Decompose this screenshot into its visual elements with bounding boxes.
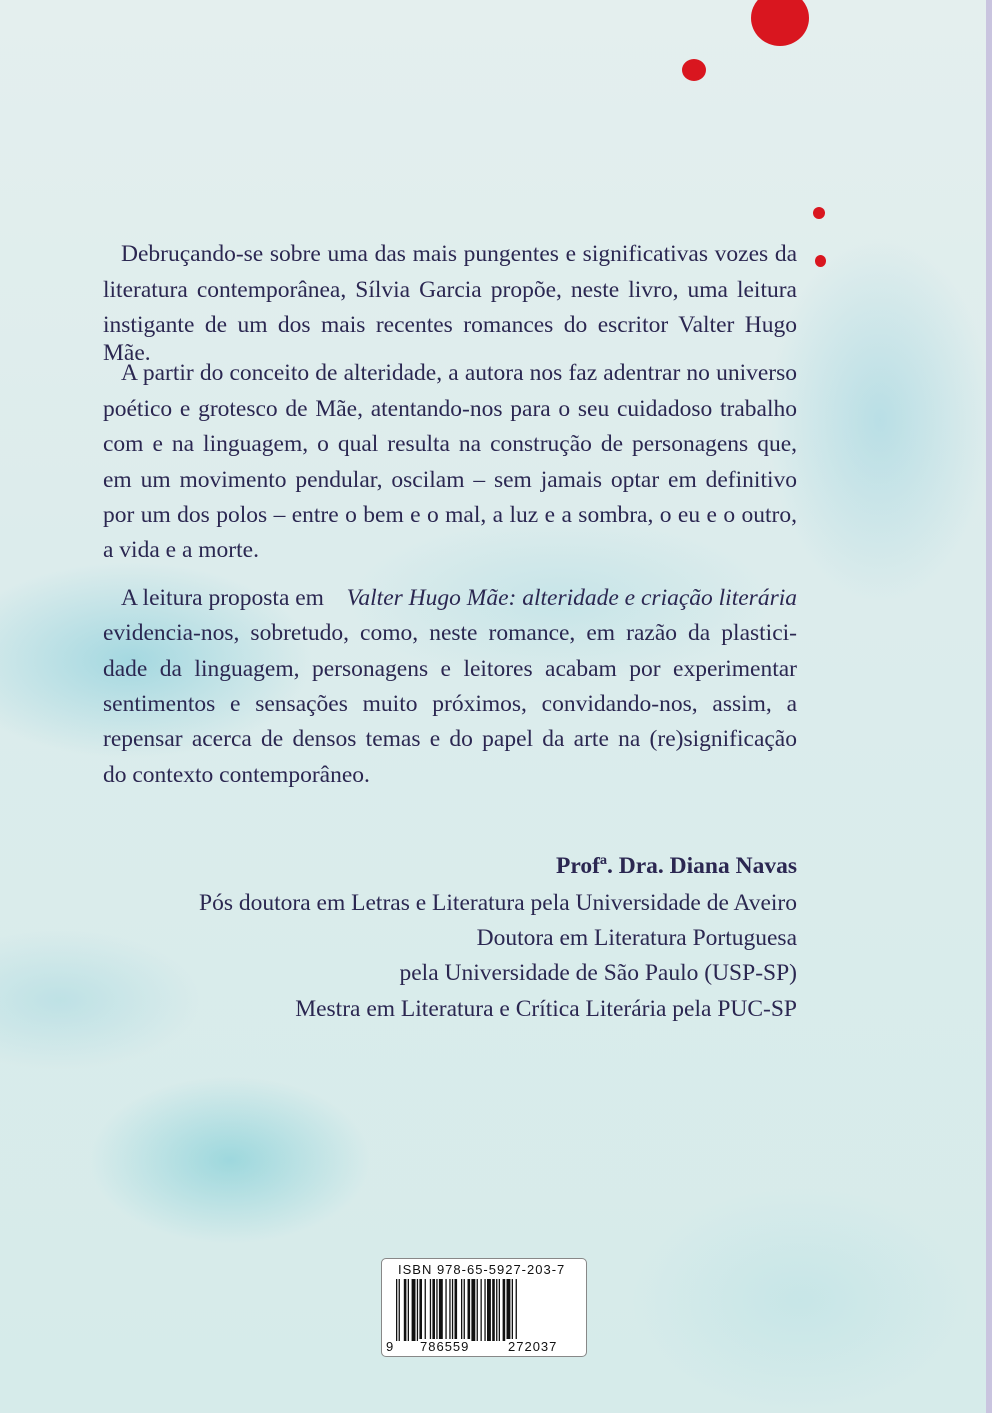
isbn-label: ISBN 978-65-5927-203-7 — [398, 1262, 566, 1277]
blurb-text: A leitura proposta em — [121, 585, 330, 611]
barcode-bar — [512, 1279, 513, 1341]
barcode-bar — [408, 1279, 409, 1341]
blurb-line: instigante de um dos mais recentes romances do escritor Valter Hugo Mãe. — [103, 312, 797, 366]
barcode-bar — [436, 1279, 437, 1341]
blurb-line: Debruçando-se sobre uma das mais pungentes e significativas vozes da — [121, 241, 797, 267]
red-drop — [813, 207, 825, 219]
blurb-line: em um movimento pendular, oscilam – sem jamais optar em definitivo — [103, 467, 797, 493]
barcode-digits-right: 272037 — [508, 1339, 558, 1354]
barcode-bar — [503, 1279, 506, 1341]
barcode-bar — [496, 1279, 497, 1341]
barcode-bar — [507, 1279, 511, 1341]
isbn-barcode — [381, 1258, 587, 1357]
barcode-bar — [499, 1279, 500, 1341]
barcode-bar — [492, 1279, 495, 1341]
blurb-line: evidencia-nos, sobretudo, como, neste romance, em razão da plastici- — [103, 620, 797, 646]
red-drop — [815, 255, 826, 267]
spine-edge — [986, 0, 992, 1413]
credential-line: Mestra em Literatura e Crítica Literária pela PUC-SP — [295, 996, 797, 1022]
barcode-bar — [399, 1279, 400, 1341]
barcode-bar — [404, 1279, 407, 1341]
barcode-bar — [419, 1279, 422, 1341]
blurb-line: por um dos polos – entre o bem e o mal, a luz e a sombra, o eu e o outro, — [103, 502, 797, 528]
barcode-bars — [396, 1279, 578, 1341]
blurb-line: poético e grotesco de Mãe, atentando-nos para o seu cuidadoso trabalho — [103, 396, 797, 422]
barcode-bar — [449, 1279, 450, 1341]
barcode-bar — [455, 1279, 458, 1341]
barcode-bar — [432, 1279, 435, 1341]
credential-line: Doutora em Literatura Portuguesa — [476, 925, 797, 951]
book-title: Valter Hugo Mãe: alteridade e criação literária — [346, 585, 797, 611]
barcode-bar — [516, 1279, 517, 1341]
barcode-bar — [477, 1279, 478, 1341]
red-drop — [682, 59, 706, 81]
credential-line: Pós doutora em Letras e Literatura pela Universidade de Aveiro — [199, 890, 797, 916]
blurb-line: com e na linguagem, o qual resulta na construção de personagens que, — [103, 431, 797, 457]
blurb-line: literatura contemporânea, Sílvia Garcia propõe, neste livro, uma leitura — [103, 277, 797, 303]
barcode-bar — [452, 1279, 453, 1341]
blurb-line — [121, 584, 797, 612]
barcode-bar — [468, 1279, 471, 1341]
barcode-bar — [396, 1279, 397, 1341]
red-drop — [751, 0, 809, 46]
barcode-bar — [430, 1279, 431, 1341]
signature-name: Profª. Dra. Diana Navas — [556, 853, 797, 879]
barcode-bar — [464, 1279, 465, 1341]
barcode-bar — [439, 1279, 443, 1341]
blurb-line: do contexto contemporâneo. — [103, 762, 370, 788]
blurb-line: A partir do conceito de alteridade, a autora nos faz adentrar no universo — [121, 360, 797, 386]
barcode-bar — [417, 1279, 418, 1341]
barcode-bar — [471, 1279, 475, 1341]
blurb-line: sentimentos e sensações muito próximos, convidando-nos, assim, a — [103, 691, 797, 717]
barcode-bar — [461, 1279, 462, 1341]
blurb-line: a vida e a morte. — [103, 537, 259, 563]
barcode-digits-left: 786559 — [420, 1339, 470, 1354]
barcode-bar — [481, 1279, 482, 1341]
barcode-bar — [425, 1279, 426, 1341]
barcode-bar — [445, 1279, 446, 1341]
blurb-line: repensar acerca de densos temas e do papel da arte na (re)significação — [103, 726, 797, 752]
barcode-bar — [484, 1279, 485, 1341]
credential-line: pela Universidade de São Paulo (USP-SP) — [399, 960, 797, 986]
barcode-bar — [487, 1279, 491, 1341]
barcode-bar — [412, 1279, 416, 1341]
barcode-digit-first: 9 — [386, 1339, 394, 1354]
blurb-line: dade da linguagem, personagens e leitores acabam por experimentar — [103, 656, 797, 682]
